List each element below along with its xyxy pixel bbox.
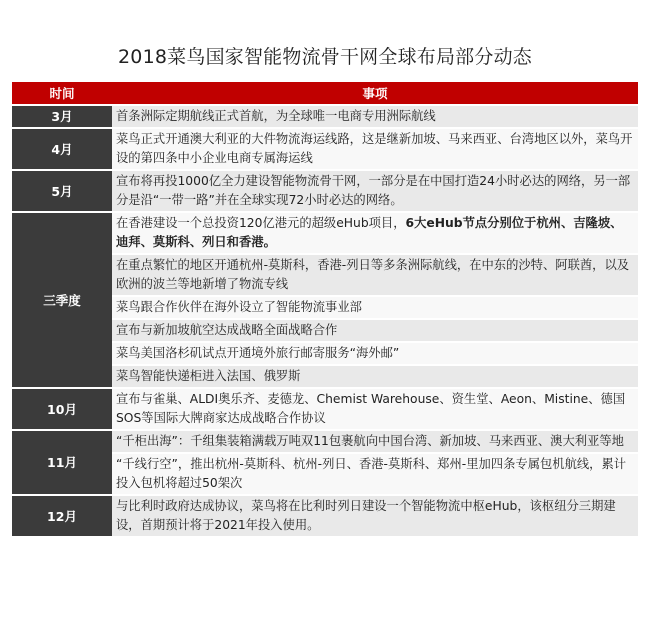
time-cell: 5月 (12, 169, 112, 211)
event-cell (112, 211, 638, 253)
table-row (12, 387, 638, 429)
event-cell (112, 364, 638, 387)
event-cell (112, 169, 638, 211)
event-cell (112, 253, 638, 295)
table-row (12, 127, 638, 169)
event-text: 在重点繁忙的地区开通杭州-莫斯科，香港-列日等多条洲际航线，在中东的沙特、阿联酋，以及欧洲的波兰等地新增了物流专线 (116, 258, 630, 291)
event-text: “千柜出海”：千组集装箱满载万吨双11包裹航向中国台湾、新加坡、马来西亚、澳大利亚等地 (116, 434, 624, 448)
table-row (12, 169, 638, 211)
event-text: 在香港建设一个总投资120亿港元的超级eHub项目， (116, 216, 406, 230)
page-title: 2018菜鸟国家智能物流骨干网全球布局部分动态 (118, 46, 532, 68)
event-cell (112, 341, 638, 364)
time-cell: 4月 (12, 127, 112, 169)
event-text: 宣布与雀巢、ALDI奥乐齐、麦德龙、Chemist Warehouse、资生堂、Aeon、Mistine、德国SOS等国际大牌商家达成战略合作协议 (116, 392, 626, 425)
time-cell: 三季度 (12, 211, 112, 387)
time-cell: 11月 (12, 429, 112, 494)
event-text: “千线行空”，推出杭州-莫斯科、杭州-列日、香港-莫斯科、郑州-里加四条专属包机航线，累计投入包机将超过50架次 (116, 457, 627, 490)
event-text: 菜鸟智能快递柜进入法国、俄罗斯 (116, 369, 301, 383)
time-cell: 3月 (12, 104, 112, 127)
event-cell (112, 452, 638, 494)
event-cell (112, 318, 638, 341)
event-cell (112, 127, 638, 169)
event-cell (112, 494, 638, 536)
event-text: 宣布与新加坡航空达成战略全面战略合作 (116, 323, 338, 337)
event-text-bold: 6大eHub节点分别位于杭州、吉隆坡、迪拜、莫斯科、列日和香港。 (116, 216, 623, 249)
table-row (12, 104, 638, 127)
event-text: 首条洲际定期航线正式首航，为全球唯一电商专用洲际航线 (116, 109, 436, 123)
event-cell (112, 104, 638, 127)
table-row (12, 429, 638, 452)
event-text: 菜鸟跟合作伙伴在海外设立了智能物流事业部 (116, 300, 362, 314)
table-header-row (12, 82, 638, 104)
event-text: 菜鸟正式开通澳大利亚的大件物流海运线路，这是继新加坡、马来西亚、台湾地区以外，菜鸟开设的第四条中小企业电商专属海运线 (116, 132, 633, 165)
timeline-body (12, 104, 638, 536)
header-time: 时间 (12, 82, 112, 104)
timeline-table (12, 82, 638, 536)
time-cell: 12月 (12, 494, 112, 536)
event-text: 菜鸟美国洛杉矶试点开通境外旅行邮寄服务“海外邮” (116, 346, 400, 360)
event-cell (112, 429, 638, 452)
table-row (12, 211, 638, 253)
header-event: 事项 (112, 82, 638, 104)
event-text: 宣布将再投1000亿全力建设智能物流骨干网，一部分是在中国打造24小时必达的网络，另一部分是沿“一带一路”并在全球实现72小时必达的网络。 (116, 174, 631, 207)
table-row (12, 494, 638, 536)
event-cell (112, 387, 638, 429)
event-text: 与比利时政府达成协议，菜鸟将在比利时列日建设一个智能物流中枢eHub，该枢纽分三期建设，首期预计将于2021年投入使用。 (116, 499, 616, 532)
time-cell: 10月 (12, 387, 112, 429)
event-cell (112, 295, 638, 318)
